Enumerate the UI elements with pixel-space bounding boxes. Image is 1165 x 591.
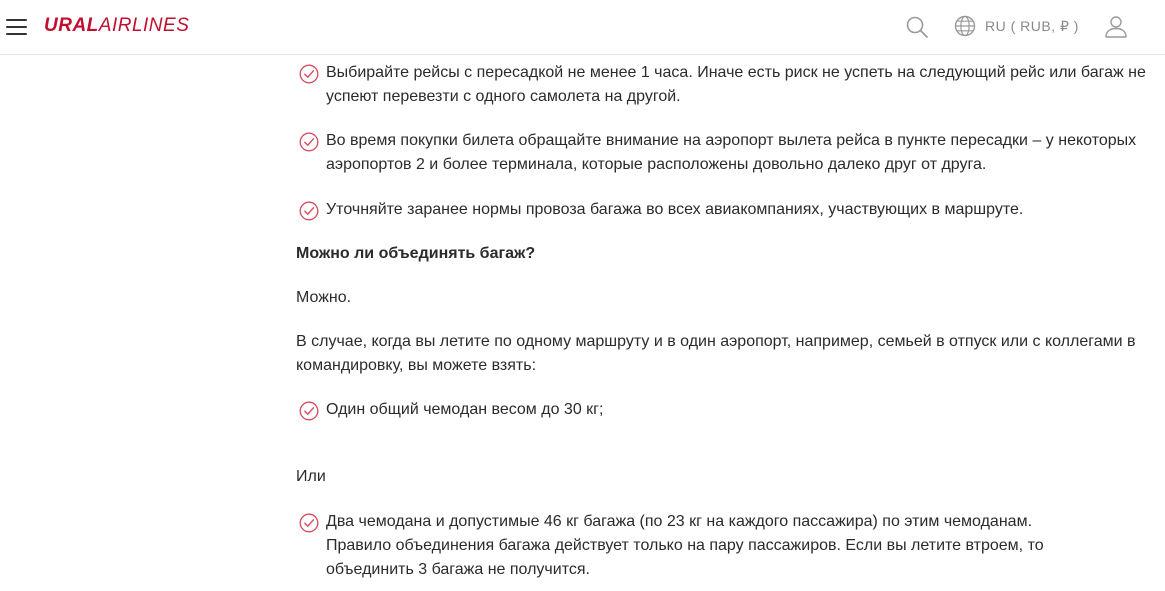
logo-ural-text: URAL xyxy=(44,15,99,36)
list-item xyxy=(296,61,1156,109)
menu-icon[interactable] xyxy=(6,17,27,35)
list-item xyxy=(296,129,1156,177)
tip-text: Во время покупки билета обращайте внимание на аэропорт вылета рейса в пункте пересадки – у некоторых аэропортов 2 и более терминала, которые расположены довольно далеко друг от друга. xyxy=(326,132,1137,173)
check-circle-icon xyxy=(299,401,319,421)
user-icon[interactable] xyxy=(1104,14,1128,38)
check-circle-icon xyxy=(299,201,319,221)
list-item xyxy=(296,198,1156,222)
site-header xyxy=(0,0,1165,55)
logo-airlines-text: AIRLINES xyxy=(98,15,190,36)
section-heading: Можно ли объединять багаж? xyxy=(296,245,536,262)
list-item xyxy=(296,398,1156,422)
check-circle-icon xyxy=(299,64,319,84)
option-text: Один общий чемодан весом до 30 кг; xyxy=(326,401,604,418)
option-text: Два чемодана и допустимые 46 кг багажа (по 23 кг на каждого пассажира) по этим чемоданам. Правило объединения багажа действует только на пару пассажиров. Если вы летите втроем, то объединить 3 багажа не получится. xyxy=(326,513,1044,578)
answer-text: Можно. xyxy=(296,289,352,306)
check-circle-icon xyxy=(299,132,319,152)
search-icon[interactable] xyxy=(905,15,929,39)
globe-icon[interactable] xyxy=(954,15,976,37)
or-text: Или xyxy=(296,468,326,485)
tip-text: Уточняйте заранее нормы провоза багажа во всех авиакомпаниях, участвующих в маршруте. xyxy=(326,201,1024,218)
check-circle-icon xyxy=(299,513,319,533)
language-currency-selector[interactable]: RU ( RUB, ₽ ) xyxy=(985,18,1079,34)
list-item xyxy=(296,510,1156,582)
ural-airlines-logo[interactable] xyxy=(44,14,189,38)
tip-text: Выбирайте рейсы с пересадкой не менее 1 часа. Иначе есть риск не успеть на следующий рейс или багаж не успеют перевезти с одного самолета на другой. xyxy=(326,64,1146,105)
intro-paragraph: В случае, когда вы летите по одному маршруту и в один аэропорт, например, семьей в отпуск или с коллегами в командировку, вы можете взять: xyxy=(296,333,1136,374)
